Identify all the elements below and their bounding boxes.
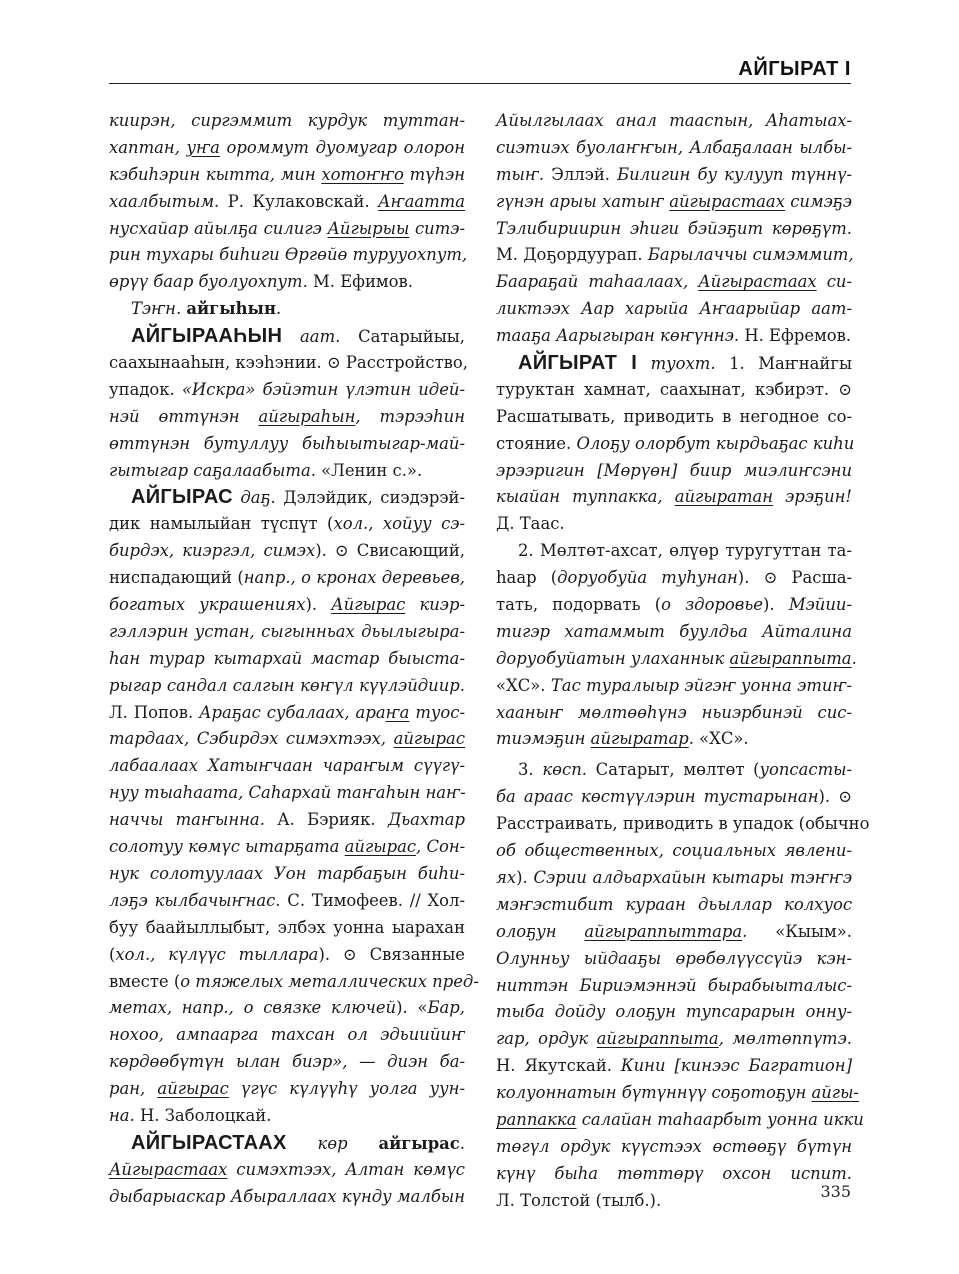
text-run: кэбиһэрин кытта, мин <box>109 164 322 184</box>
text-run: даҕ. <box>232 488 284 508</box>
running-head: АЙГЫРАТ I <box>738 58 851 80</box>
text-run: . <box>742 921 776 941</box>
text-run: М. Доҕордуурап. <box>496 245 648 265</box>
text-run: Н. Якутскай. <box>496 1056 621 1076</box>
text-line <box>496 1053 852 1080</box>
text-run: ). ⊙ <box>818 787 852 807</box>
example-keyword: айгыратар <box>590 729 689 749</box>
text-run: хаптан, <box>109 137 187 157</box>
text-line <box>109 350 468 377</box>
text-run: үгүс күлүүһү уолга уун- <box>228 1079 466 1099</box>
text-run: ниспадающий ( <box>109 568 244 588</box>
text-line <box>496 404 852 431</box>
text-run: ( <box>109 944 116 964</box>
example-keyword: айгы- <box>811 1083 859 1103</box>
text-run: Сатарыйыы, <box>358 327 465 347</box>
text-line <box>109 242 468 269</box>
text-run: стояние. <box>496 433 577 453</box>
text-run: кыайан туппакка, <box>496 487 675 507</box>
text-run: о тяжелых металлических пред- <box>180 971 479 991</box>
text-run: Расшатывать, приводить в негодное со- <box>496 406 852 426</box>
text-line <box>109 646 465 673</box>
text-run: симэҕэ <box>784 191 852 211</box>
text-run: саахынааһын, кээһэнии. ⊙ Расстройство, <box>109 353 468 373</box>
text-line <box>109 377 465 404</box>
text-run: дыбарыаскар Абыраллаах күнду малбын <box>109 1186 465 1206</box>
example-keyword: айгыраппыта <box>729 648 852 668</box>
text-run: гытыгар саҕалаабыта. <box>109 460 322 480</box>
text-run: ях <box>496 867 517 887</box>
entry-headword: АЙГЫРААҺЫН <box>131 325 283 348</box>
text-run: хаалбытым. <box>109 191 228 211</box>
text-line <box>109 807 465 834</box>
example-keyword: Айгырастаах <box>109 1159 228 1179</box>
text-line <box>496 242 852 269</box>
text-run: төгүл ордук күүстээх өстөөҕү бүтүн <box>496 1136 852 1156</box>
text-run: Кини [кинээс Багратион] <box>620 1056 852 1076</box>
text-run: гүнэн арыы хатыҥ <box>496 191 670 211</box>
text-line <box>109 942 465 969</box>
text-run: Олоҕу олорбут кырдьаҕас киһи <box>576 433 855 453</box>
text-line <box>496 811 870 838</box>
text-line <box>496 592 852 619</box>
text-line <box>109 404 465 431</box>
example-keyword: Айгырас <box>331 595 406 615</box>
text-run: , Сон- <box>416 837 466 857</box>
text-line <box>109 484 465 511</box>
example-keyword: раппакка <box>496 1109 577 1129</box>
text-line <box>496 973 852 1000</box>
text-line <box>496 1080 859 1107</box>
text-line <box>109 323 465 350</box>
text-run: рыгар сандал салгын көҥүл күүлэйдиир. <box>109 675 465 695</box>
text-line <box>109 780 465 807</box>
text-run: ран, <box>109 1079 158 1099</box>
text-run: Барылаччы симэммит, <box>647 245 854 265</box>
text-line <box>496 946 852 973</box>
text-line <box>496 919 852 946</box>
text-run: ). « <box>396 998 428 1018</box>
text-run: ). <box>762 595 789 615</box>
text-run: Н. Заболоцкай. <box>140 1105 272 1125</box>
text-run: «ХС». <box>496 675 551 695</box>
text-run: тыҥ. <box>496 164 552 184</box>
text-line <box>109 1130 465 1157</box>
text-line <box>496 619 852 646</box>
example-keyword: Аҥаатта <box>378 191 465 211</box>
text-line <box>109 135 465 162</box>
text-line <box>496 431 855 458</box>
text-line <box>496 784 852 811</box>
text-line <box>109 861 465 888</box>
text-run: тать, подорвать ( <box>496 595 662 615</box>
text-run: Билигин бу кулууп түннү- <box>617 164 852 184</box>
text-run: рин тухары биһиги Өргөйө турууохпут, <box>109 245 468 265</box>
text-run: ороммут дуомугар олорон <box>219 137 466 157</box>
text-line <box>496 726 852 753</box>
text-run: бирдэх, киэргэл, симэх <box>109 541 316 561</box>
text-run: Мэйии- <box>788 595 852 615</box>
example-keyword: айгырастаах <box>669 191 785 211</box>
text-line <box>109 700 465 727</box>
right-column <box>496 108 870 1215</box>
text-line <box>496 646 857 673</box>
text-run: Д. Таас. <box>496 514 565 534</box>
text-run: метах, напр., о связке ключей <box>109 998 397 1018</box>
text-run: олоҕун <box>496 921 585 941</box>
example-keyword: ҥа <box>385 702 410 722</box>
example-keyword: айгырас <box>157 1079 229 1099</box>
text-run: ситэ- <box>409 218 465 238</box>
text-run: ба араас көстүүлэрин тустарынан <box>496 787 819 807</box>
text-run: М. Ефимов. <box>313 272 413 292</box>
text-line <box>496 538 852 565</box>
text-run: ). ⊙ Свисающий, <box>315 541 465 561</box>
text-line <box>496 700 852 727</box>
text-run: эрэҕин! <box>773 487 853 507</box>
text-run: . <box>275 299 282 319</box>
text-line <box>109 592 465 619</box>
text-line <box>496 189 852 216</box>
text-run: Бар, <box>427 998 465 1018</box>
example-keyword: айгыраппыта <box>596 1029 719 1049</box>
text-run: буу баайыллыбыт, элбэх уонна ыарахан <box>109 917 465 937</box>
text-line <box>109 189 465 216</box>
text-run: киэр- <box>405 595 465 615</box>
text-run: хол., хойуу сэ- <box>333 514 465 534</box>
text-line <box>109 565 465 592</box>
text-run: , тэрээһин <box>355 406 465 426</box>
text-run: «Ленин с.». <box>321 460 423 480</box>
text-run: «Кыым». <box>775 921 852 941</box>
text-run: дик намылыйан түспүт ( <box>109 514 334 534</box>
text-run: тыба дойду олоҕун тупсарарын онну- <box>496 1002 852 1022</box>
text-line <box>109 108 465 135</box>
text-line <box>496 216 852 243</box>
text-line <box>109 1022 465 1049</box>
text-run: упадок. <box>109 379 182 399</box>
text-run: гар, ордук <box>496 1029 597 1049</box>
text-line <box>496 162 852 189</box>
text-run: нохоо, ампаарга тахсан ол эдьиийиҥ <box>109 1025 465 1045</box>
text-line <box>109 888 465 915</box>
text-run: 2. Мөлтөт-ахсат, өлүөр туругуттан та- <box>518 541 852 561</box>
text-run: вместе ( <box>109 971 181 991</box>
example-keyword: айгырас <box>344 837 417 857</box>
entry-headword: АЙГЫРАТ I <box>518 352 638 375</box>
text-run: түһэн <box>403 164 465 184</box>
text-run: об общественных, социальных явлени- <box>496 841 852 861</box>
text-run: 1. Маҥнайгы <box>729 354 852 374</box>
text-line <box>496 1107 864 1134</box>
text-run: лэҕэ кылбачыҥнас. <box>109 890 288 910</box>
text-line <box>109 753 465 780</box>
text-run: ликтээх Аар харыйа Аҥаарыйар аат- <box>496 299 852 319</box>
text-run: нук солотуулаах Уон тарбаҕын биһи- <box>109 863 465 883</box>
entry-headword: АЙГЫРАС <box>131 486 233 509</box>
text-run: ниттэн Бириэмэннэй бырабыыталыс- <box>496 975 852 995</box>
text-run: көр <box>286 1133 379 1153</box>
text-line <box>496 999 852 1026</box>
text-run: . <box>688 729 700 749</box>
text-line <box>496 673 852 700</box>
text-line <box>109 619 465 646</box>
text-run: «ХС». <box>699 729 749 749</box>
text-run: Дьахтар <box>387 810 466 830</box>
entry-headword: АЙГЫРАСТААХ <box>131 1131 287 1154</box>
text-run: Тэҥн. <box>131 299 187 319</box>
text-run: туруктан хамнат, саахынат, кэбирэт. ⊙ <box>496 379 852 399</box>
example-keyword: айгыраппыттара <box>584 921 743 941</box>
text-run: ). <box>305 595 332 615</box>
text-line <box>496 135 852 162</box>
example-keyword: Айгырастаах <box>698 272 817 292</box>
text-line <box>496 838 852 865</box>
text-run: . <box>851 648 857 668</box>
page-number: 335 <box>820 1182 851 1201</box>
text-run: нуу тыаһаата, Саһархай таҥаһын наҥ- <box>109 783 466 803</box>
text-run: аат. <box>282 327 359 347</box>
text-run: Олунньу ыйдааҕы өрөбөлүүссүйэ кэн- <box>496 948 852 968</box>
text-line <box>109 269 465 296</box>
text-run: көсп. <box>542 760 596 780</box>
text-run: Л. Толстой (тылб.). <box>496 1190 662 1210</box>
text-line <box>496 108 852 135</box>
text-run: киирэн, сиргэммит курдук туттан- <box>109 111 465 130</box>
text-line <box>109 915 465 942</box>
text-run: наччы таҥынна. <box>109 810 278 830</box>
text-run: Баараҕай таһаалаах, <box>496 272 699 292</box>
text-run: нусхайар айылҕа силигэ <box>109 218 328 238</box>
text-run: Эллэй. <box>551 164 618 184</box>
example-keyword: хотоҥҥо <box>321 164 404 184</box>
text-run: лабаалаах Хатыҥчаан чараҥым сүүгү- <box>109 756 465 776</box>
example-keyword: айгыратан <box>674 487 774 507</box>
text-run: хааныҥ мөлтөөһүнэ ньиэрбинэй сис- <box>496 702 852 722</box>
text-run: Айылгылаах анал тааспын, Аһатыах- <box>496 111 852 130</box>
text-line <box>109 1076 465 1103</box>
text-line <box>109 162 465 189</box>
text-run: уопсасты- <box>759 760 852 780</box>
text-line <box>496 377 852 404</box>
text-line <box>496 1026 852 1053</box>
text-line <box>496 323 852 350</box>
text-run: Дэлэйдик, сиэдэрэй- <box>283 488 465 508</box>
text-run: солотуу көмүс ытарҕата <box>109 837 345 857</box>
text-line <box>496 350 852 377</box>
text-line <box>496 458 852 485</box>
text-line <box>109 511 465 538</box>
text-run: туохт. <box>637 354 730 374</box>
text-line <box>496 511 852 538</box>
text-run: Н. Ефремов. <box>744 326 852 346</box>
text-line <box>109 726 465 753</box>
text-run: һан турар кытархай мастар быыста- <box>109 648 465 668</box>
text-line <box>109 1157 465 1184</box>
text-run: 3. <box>518 760 543 780</box>
text-run: ). ⊙ Связанные <box>318 944 465 964</box>
text-run: Араҕас субалаах, ара <box>199 702 386 722</box>
text-run: хол., күлүүс тыллара <box>115 944 319 964</box>
text-run: . <box>459 1133 465 1153</box>
text-run: си- <box>816 272 852 292</box>
text-line <box>496 892 852 919</box>
text-run: богатых украшениях <box>109 595 306 615</box>
example-keyword: айгырас <box>393 729 465 749</box>
text-run: салайан таһаарбыт уонна икки <box>576 1109 864 1129</box>
text-line <box>109 296 465 323</box>
text-run: Расстраивать, приводить в упадок (обычно <box>496 814 870 834</box>
left-column <box>109 108 479 1211</box>
text-run: А. Бэрияк. <box>277 810 388 830</box>
text-line <box>496 565 852 592</box>
text-run: «Искра» бэйэтин үлэтин идей- <box>181 379 465 399</box>
text-run: туос- <box>409 702 465 722</box>
text-line <box>109 216 465 243</box>
text-run: ). ⊙ Расша- <box>737 568 853 588</box>
text-run: айгыһын <box>186 299 276 319</box>
text-run: эрээригин [Мөрүөн] биир миэлиҥсэни <box>496 460 852 480</box>
text-run: тиэмэҕин <box>496 729 591 749</box>
text-line <box>109 431 465 458</box>
text-line <box>496 757 852 784</box>
text-run: тардаах, Сэбирдэх симэхтээх, <box>109 729 394 749</box>
text-run: , мөлтөппүтэ. <box>718 1029 852 1049</box>
text-run: гэллэрин устан, сыгынньах дьылыгыра- <box>109 621 465 641</box>
text-line <box>109 1049 465 1076</box>
text-run: С. Тимофеев. // Хол- <box>287 890 465 910</box>
text-line <box>496 296 852 323</box>
example-keyword: айгыраһын <box>258 406 356 426</box>
text-run: доруобуйа туһунан <box>557 568 738 588</box>
text-run: тигэр хатаммыт буулдьа Айталина <box>496 621 852 641</box>
text-line <box>496 484 852 511</box>
text-run: Сэрии алдьархайын кытары тэҥҥэ <box>533 867 852 887</box>
text-line <box>496 1134 852 1161</box>
text-run: Тас туралыыр эйгэҥ уонна этиҥ- <box>550 675 853 695</box>
example-keyword: Айгырыы <box>327 218 410 238</box>
text-run: Л. Попов. <box>109 702 200 722</box>
text-run: на. <box>109 1105 140 1125</box>
text-run: күнү быһа төттөрү охсон испит. <box>496 1163 852 1183</box>
text-run: сиэтиэх буолаҥҥын, Албаҕалаан ылбы- <box>496 137 852 157</box>
text-run: Р. Кулаковскай. <box>227 191 379 211</box>
text-line <box>109 1103 465 1130</box>
text-run: симэхтээх, Алтан көмүс <box>227 1159 465 1179</box>
text-run: һаар ( <box>496 568 558 588</box>
text-run: өрүү баар буолуохпут. <box>109 272 313 292</box>
text-run: о здоровье <box>661 595 763 615</box>
text-line <box>109 995 465 1022</box>
text-run: нэй өттүнэн <box>109 406 259 426</box>
text-run: өттүнэн бутуллуу быһыытыгар-май- <box>109 433 465 453</box>
text-run: тааҕа Аарыгыран көҥүннэ. <box>496 326 745 346</box>
text-run: мэҥэстибит кураан дьыллар колхуос <box>496 894 852 914</box>
text-run: Сатарыт, мөлтөт ( <box>595 760 760 780</box>
example-keyword: уҥа <box>186 137 220 157</box>
text-line <box>109 458 465 485</box>
text-run: доруобуйатын улаханнык <box>496 648 730 668</box>
text-run: колуоннатын бүтүннүү соҕотоҕун <box>496 1083 812 1103</box>
text-run: айгырас <box>378 1133 460 1153</box>
text-line <box>109 834 465 861</box>
text-run: көрдөөбүтүн ылан биэр», — диэн ба- <box>109 1052 465 1072</box>
text-line <box>109 538 465 565</box>
text-line <box>496 865 852 892</box>
text-line <box>109 969 479 996</box>
text-run: Тэлибириирин эһиги бэйэҕит көрөҕүт. <box>496 218 852 238</box>
header-rule <box>109 83 851 84</box>
text-line <box>496 269 852 296</box>
text-line <box>109 673 465 700</box>
text-run: напр., о кронах деревьев, <box>243 568 465 588</box>
text-run: ). <box>516 867 534 887</box>
